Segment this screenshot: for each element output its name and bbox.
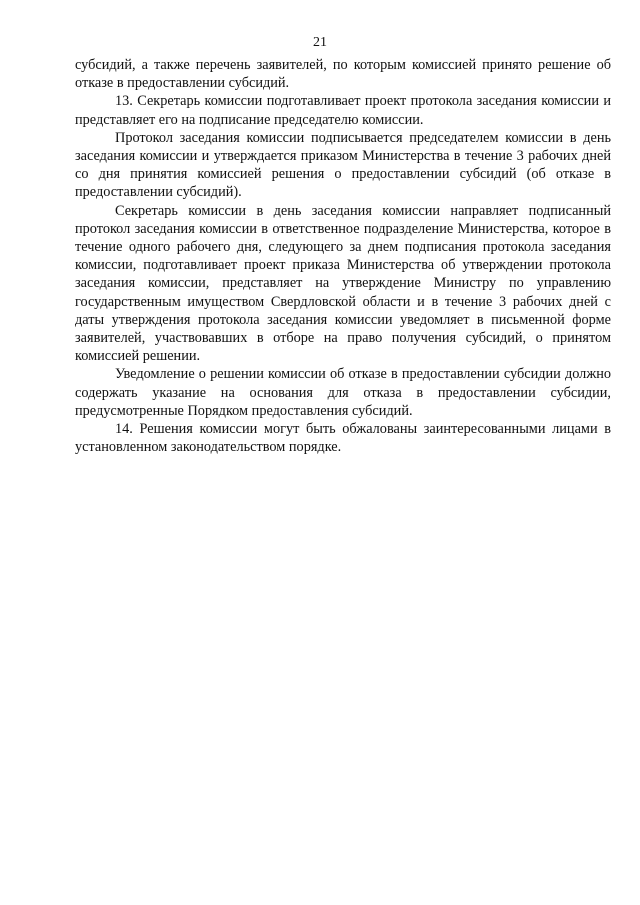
paragraph-item-13: 13. Секретарь комиссии подготавливает проект протокола заседания комиссии и представляет его на подписание председателю комиссии. xyxy=(75,93,611,128)
paragraph-refusal-notice: Уведомление о решении комиссии об отказе в предоставлении субсидии должно содержать указание на основания для отказа в предоставлении субсидии, предусмотренные Порядком предоставления субсидий. xyxy=(75,366,611,419)
paragraph-item-14: 14. Решения комиссии могут быть обжалованы заинтересованными лицами в установленном законодательством порядке. xyxy=(75,421,611,456)
paragraph-continuation: субсидий, а также перечень заявителей, по которым комиссией принято решение об отказе в предоставлении субсидий. xyxy=(75,57,611,92)
paragraph-protocol-signing: Протокол заседания комиссии подписывается председателем комиссии в день заседания комиссии и утверждается приказом Министерства в течение 3 рабочих дней со дня принятия комиссией решения о предоставлении субсидий (об отказе в предоставлении субсидий). xyxy=(75,129,611,201)
page-number: 21 xyxy=(313,35,327,50)
document-body xyxy=(75,56,611,456)
paragraph-secretary-duties: Секретарь комиссии в день заседания комиссии направляет подписанный протокол заседания комиссии в ответственное подразделение Министерства, которое в течение одного рабочего дня, следующего за днем подписания протокола заседания комиссии, подготавливает проект приказа Министерства об утверждении протокола заседания комиссии, представляет на утверждение Министру по управлению государственным имуществом Свердловской области и в течение 3 рабочих дней с даты утверждения протокола заседания комиссии уведомляет в письменной форме заявителей, участвовавших в отборе на право получения субсидий, о принятом комиссией решении. xyxy=(75,202,611,365)
